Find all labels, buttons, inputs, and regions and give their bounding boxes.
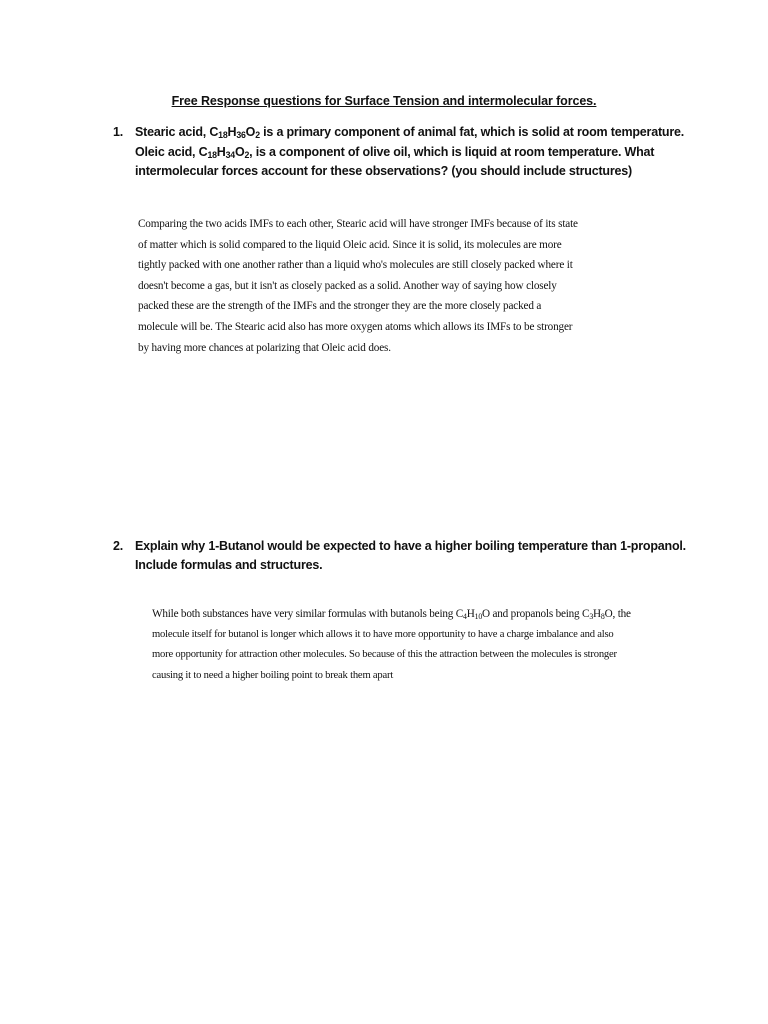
subscript: 18	[207, 150, 217, 160]
answer-line: molecule itself for butanol is longer which allows it to have more opportunity to have a charge imbalance and also	[152, 628, 614, 640]
question-line: Stearic acid, $C_{18}H_{36}O_2$ is a primary component of animal fat, which is solid at room temperature.	[135, 125, 685, 140]
subscript: 2	[255, 130, 260, 140]
answer-line: Comparing the two acids IMFs to each other, Stearic acid will have stronger IMFs because of its state	[138, 218, 578, 230]
answer-2	[152, 604, 631, 686]
question-line: intermolecular forces account for these observations? (you should include structures)	[135, 164, 632, 178]
subscript: 8	[600, 612, 605, 621]
answer-line: tightly packed with one another rather than a liquid who's molecules are still closely packed where it	[138, 259, 573, 272]
question-line: Include formulas and structures.	[135, 558, 323, 572]
subscript: 2	[244, 150, 250, 160]
answer-1	[138, 214, 578, 358]
subscript: 10	[474, 612, 483, 621]
answer-line: causing it to need a higher boiling point to break them apart	[152, 669, 394, 681]
answer-line: While both substances have very similar formulas with butanols being $C_4H_{10}O$ and propanols being $C_3H_8O$, the	[152, 608, 631, 621]
answer-line: of matter which is solid compared to the liquid Oleic acid. Since it is solid, its molecules are more	[138, 238, 562, 251]
answer-line: molecule will be. The Stearic acid also has more oxygen atoms which allows its IMFs to be stronger	[138, 320, 573, 333]
answer-line: by having more chances at polarizing that Oleic acid does.	[138, 341, 391, 354]
question-line: Explain why 1-Butanol would be expected to have a higher boiling temperature than 1-propanol.	[135, 539, 686, 553]
document-title: Free Response questions for Surface Tension and intermolecular forces.	[171, 94, 597, 108]
question-1	[113, 122, 713, 184]
answer-line: more opportunity for attraction other molecules. So because of this the attraction between the molecules is stronger	[152, 649, 617, 661]
subscript: 36	[236, 130, 246, 140]
subscript: 18	[218, 130, 228, 140]
answer-line: packed these are the strength of the IMFs and the stronger they are the more closely packed a	[138, 300, 542, 313]
answer-line: doesn't become a gas, but it isn't as closely packed as a solid. Another way of saying how closely	[138, 279, 557, 292]
question-number: 2.	[113, 539, 124, 553]
question-line: Oleic acid, $C_{18}H_{34}O_2$, is a component of olive oil, which is liquid at room temperature. What	[135, 145, 655, 160]
subscript: 34	[225, 150, 235, 160]
question-2	[113, 536, 713, 578]
question-number: 1.	[113, 125, 124, 139]
subscript: 3	[589, 612, 594, 621]
subscript: 4	[463, 612, 467, 621]
